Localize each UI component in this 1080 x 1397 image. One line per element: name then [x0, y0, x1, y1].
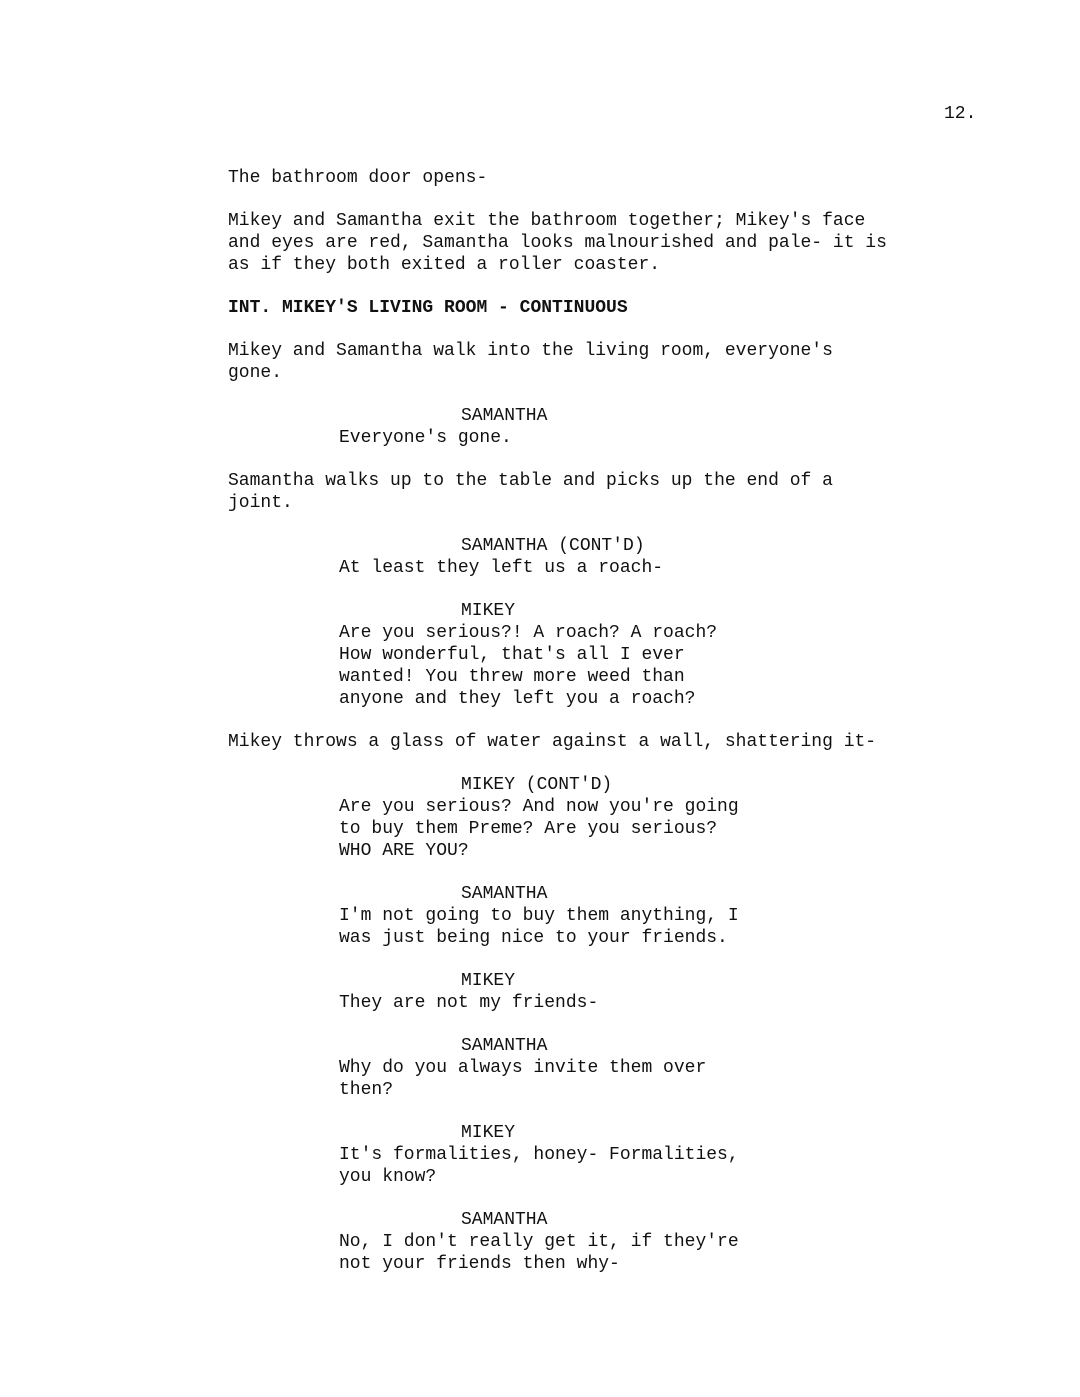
dialogue-line: Everyone's gone. [339, 428, 512, 448]
screenplay-body [228, 167, 1008, 1296]
action-line: Mikey throws a glass of water against a wall, shattering it- [228, 732, 877, 752]
action-line: The bathroom door opens- [228, 168, 488, 188]
dialogue-line: They are not my friends- [339, 993, 599, 1013]
dialogue-line: Are you serious?! A roach? A roach? How wonderful, that's all I ever wanted! You threw more weed than anyone and they left you a roach? [339, 623, 718, 709]
dialogue-line: It's formalities, honey- Formalities, you know? [339, 1145, 739, 1187]
page-number: 12. [944, 104, 977, 124]
dialogue-line: I'm not going to buy them anything, I was just being nice to your friends. [339, 906, 739, 948]
scene-heading: INT. MIKEY'S LIVING ROOM - CONTINUOUS [228, 298, 628, 318]
character-name: MIKEY [461, 971, 516, 991]
action-line: Mikey and Samantha exit the bathroom together; Mikey's face and eyes are red, Samantha looks malnourished and pale- it is as if they both exited a roller coaster. [228, 211, 887, 275]
dialogue-line: Why do you always invite them over then? [339, 1058, 707, 1100]
character-name: MIKEY (CONT'D) [461, 775, 613, 795]
dialogue-line: No, I don't really get it, if they're not your friends then why- [339, 1232, 739, 1274]
character-name: SAMANTHA [461, 1210, 548, 1230]
dialogue-line: Are you serious? And now you're going to buy them Preme? Are you serious? WHO ARE YOU? [339, 797, 739, 861]
character-name: SAMANTHA [461, 884, 548, 904]
character-name: SAMANTHA [461, 406, 548, 426]
character-name: MIKEY [461, 601, 516, 621]
character-name: MIKEY [461, 1123, 516, 1143]
character-name: SAMANTHA [461, 1036, 548, 1056]
action-line: Samantha walks up to the table and picks up the end of a joint. [228, 471, 833, 513]
dialogue-line: At least they left us a roach- [339, 558, 664, 578]
character-name: SAMANTHA (CONT'D) [461, 536, 645, 556]
action-line: Mikey and Samantha walk into the living room, everyone's gone. [228, 341, 833, 383]
